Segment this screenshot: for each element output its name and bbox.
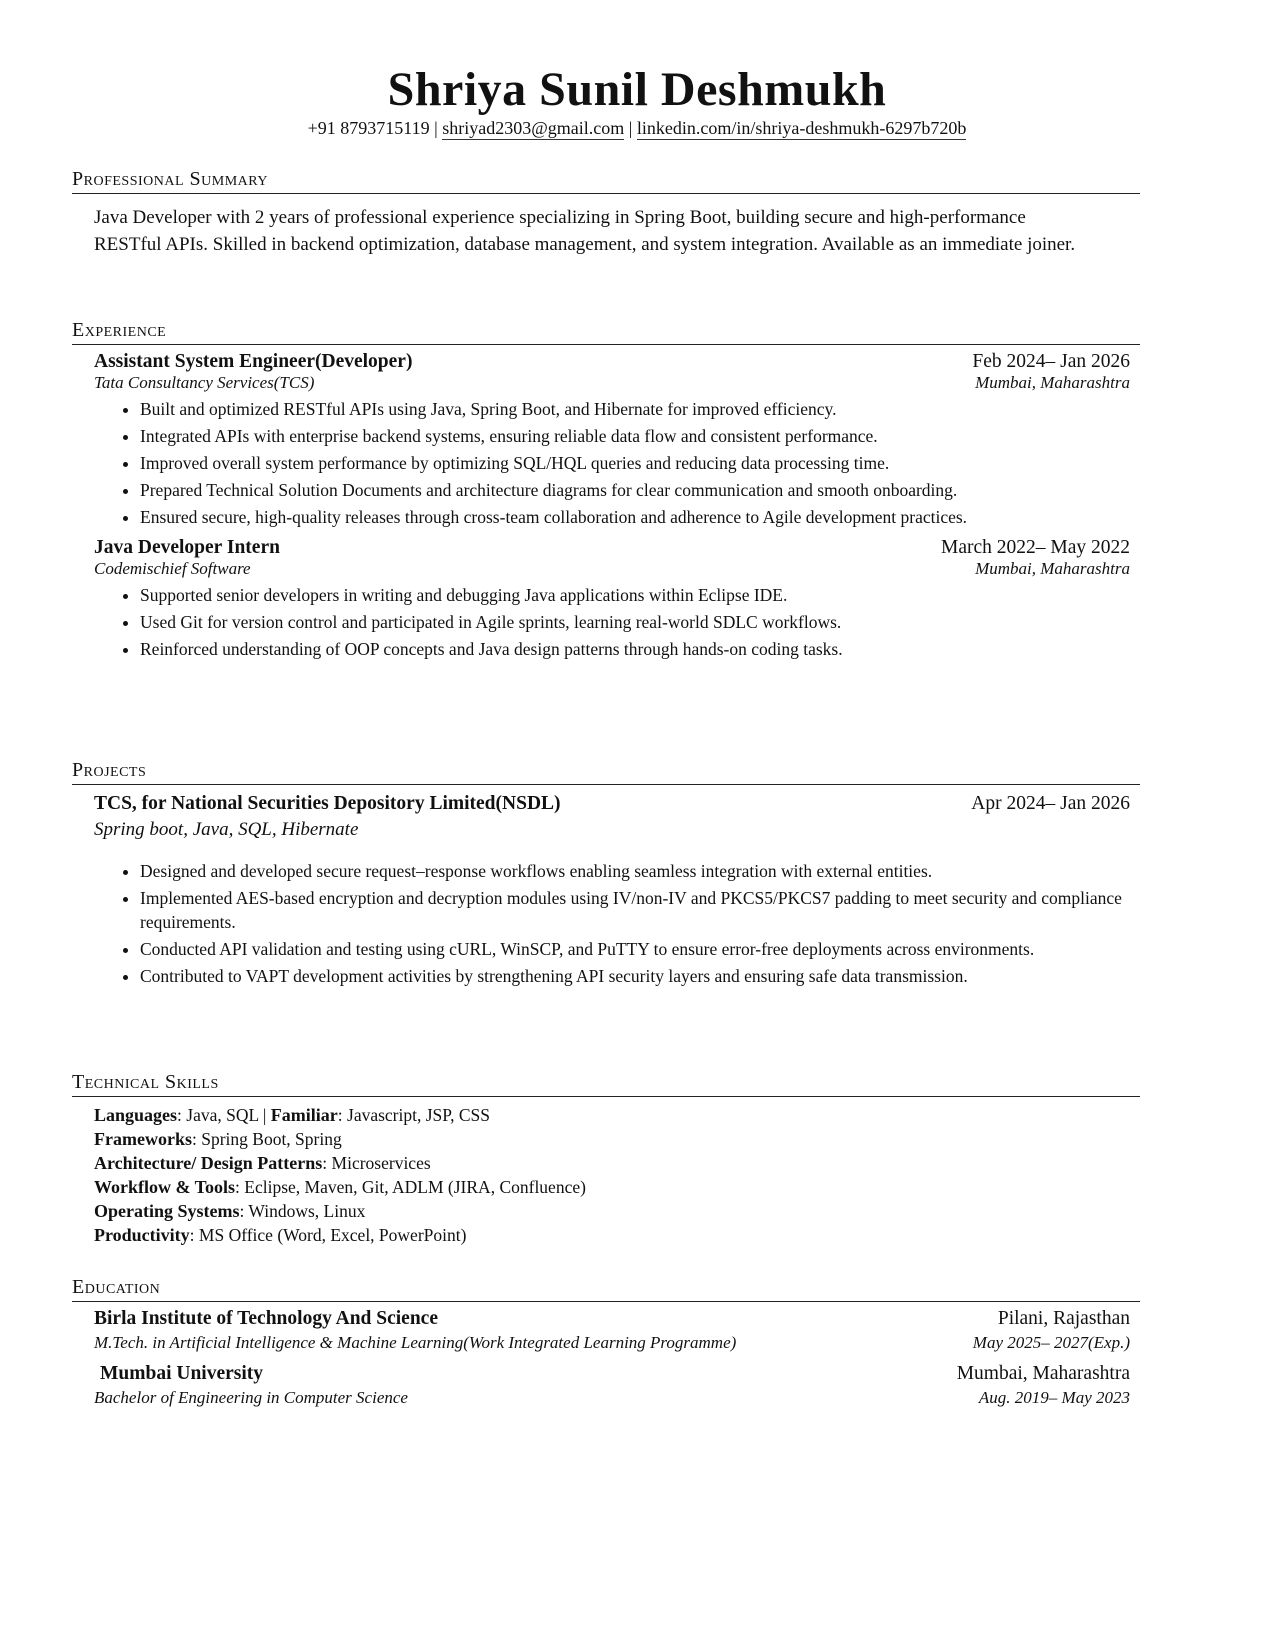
skills-list <box>94 1103 1140 1247</box>
summary-section <box>72 168 1140 258</box>
job-role: Assistant System Engineer(Developer) <box>94 351 413 372</box>
degree: M.Tech. in Artificial Intelligence & Machine Learning(Work Integrated Learning Programme) <box>94 1333 737 1352</box>
skill-value: : Eclipse, Maven, Git, ADLM (JIRA, Confluence) <box>235 1177 586 1197</box>
separator: | <box>628 118 633 138</box>
skill-line <box>94 1223 1140 1247</box>
school-name: Birla Institute of Technology And Science <box>94 1308 438 1329</box>
skill-value: : Java, SQL | <box>177 1105 271 1125</box>
skill-line <box>94 1127 1140 1151</box>
skill-value: : MS Office (Word, Excel, PowerPoint) <box>189 1225 467 1245</box>
phone: +91 8793715119 <box>307 118 430 138</box>
edu-dates: Aug. 2019– May 2023 <box>978 1388 1130 1407</box>
list-item: • Used Git for version control and participated in Agile sprints, learning real-world SDLC workflows. <box>140 610 1140 634</box>
experience-section <box>72 319 1140 664</box>
education-section <box>72 1276 1140 1408</box>
skill-value: : Microservices <box>322 1153 431 1173</box>
email-link[interactable]: shriyad2303@gmail.com <box>442 118 625 138</box>
skill-label: Languages <box>94 1105 178 1125</box>
section-title: Education <box>72 1276 1140 1302</box>
separator: | <box>434 118 438 138</box>
job-location: Mumbai, Maharashtra <box>975 373 1130 392</box>
skill-label: Familiar <box>270 1105 338 1125</box>
skill-value: : Windows, Linux <box>239 1201 366 1221</box>
contact-line <box>72 118 1202 139</box>
job-entry <box>72 351 1140 529</box>
list-item: • Prepared Technical Solution Documents and architecture diagrams for clear communication and smooth onboarding. <box>140 478 1060 502</box>
job-company: Codemischief Software <box>94 559 251 578</box>
list-item: • Ensured secure, high-quality releases through cross-team collaboration and adherence to Agile development practices. <box>140 505 1080 529</box>
skill-value: : Javascript, JSP, CSS <box>337 1105 490 1125</box>
summary-text: Java Developer with 2 years of professional experience specializing in Spring Boot, building secure and high-performance RESTful APIs. Skilled in backend optimization, database management, and system integration. Available as an immediate joiner. <box>94 207 1076 255</box>
skills-section <box>72 1071 1140 1247</box>
skill-label: Frameworks <box>94 1129 192 1149</box>
school-location: Pilani, Rajasthan <box>997 1308 1130 1329</box>
list-item: • Contributed to VAPT development activities by strengthening API security layers and ensuring safe data transmission. <box>140 964 1060 988</box>
projects-section <box>72 759 1140 991</box>
list-item: • Designed and developed secure request–response workflows enabling seamless integration with external entities. <box>140 859 1140 883</box>
candidate-name: Shriya Sunil Deshmukh <box>387 63 887 116</box>
list-item: • Built and optimized RESTful APIs using Java, Spring Boot, and Hibernate for improved efficiency. <box>140 397 1140 421</box>
skill-label: Productivity <box>94 1225 190 1245</box>
edu-dates: May 2025– 2027(Exp.) <box>972 1333 1130 1352</box>
skill-label: Workflow & Tools <box>94 1177 236 1197</box>
degree: Bachelor of Engineering in Computer Science <box>94 1388 408 1407</box>
list-item: • Supported senior developers in writing and debugging Java applications within Eclipse IDE. <box>140 583 1140 607</box>
project-name: TCS, for National Securities Depository Limited(NSDL) <box>94 793 561 814</box>
job-dates: March 2022– May 2022 <box>940 537 1130 558</box>
linkedin-link[interactable]: linkedin.com/in/shriya-deshmukh-6297b720b <box>636 118 967 138</box>
skill-label: Architecture/ Design Patterns <box>94 1153 323 1173</box>
list-item: • Reinforced understanding of OOP concepts and Java design patterns through hands-on coding tasks. <box>140 637 1140 661</box>
section-title: Experience <box>72 319 1140 345</box>
section-title: Technical Skills <box>72 1071 1140 1097</box>
job-entry <box>72 537 1140 661</box>
list-item: • Integrated APIs with enterprise backend systems, ensuring reliable data flow and consistent performance. <box>140 424 1140 448</box>
job-company: Tata Consultancy Services(TCS) <box>94 373 315 392</box>
school-name: Mumbai University <box>100 1363 264 1384</box>
skill-value: : Spring Boot, Spring <box>191 1129 342 1149</box>
skill-line <box>94 1151 1140 1175</box>
skill-line <box>94 1199 1140 1223</box>
skill-line <box>94 1103 1140 1127</box>
job-dates: Feb 2024– Jan 2026 <box>972 351 1130 372</box>
list-item: • Implemented AES-based encryption and decryption modules using IV/non-IV and PKCS5/PKCS7 padding to meet security and compliance requirements. <box>140 886 1140 934</box>
project-tech: Spring boot, Java, SQL, Hibernate <box>94 819 359 840</box>
section-title: Professional Summary <box>72 168 1140 194</box>
job-role: Java Developer Intern <box>94 537 280 558</box>
skill-label: Operating Systems <box>94 1201 240 1221</box>
job-location: Mumbai, Maharashtra <box>975 559 1130 578</box>
list-item: • Conducted API validation and testing using cURL, WinSCP, and PuTTY to ensure error-free deployments across environments. <box>140 937 1110 961</box>
project-dates: Apr 2024– Jan 2026 <box>971 793 1130 814</box>
section-title: Projects <box>72 759 1140 785</box>
skill-line <box>94 1175 1140 1199</box>
list-item: • Improved overall system performance by optimizing SQL/HQL queries and reducing data processing time. <box>140 451 1140 475</box>
school-location: Mumbai, Maharashtra <box>956 1363 1130 1384</box>
